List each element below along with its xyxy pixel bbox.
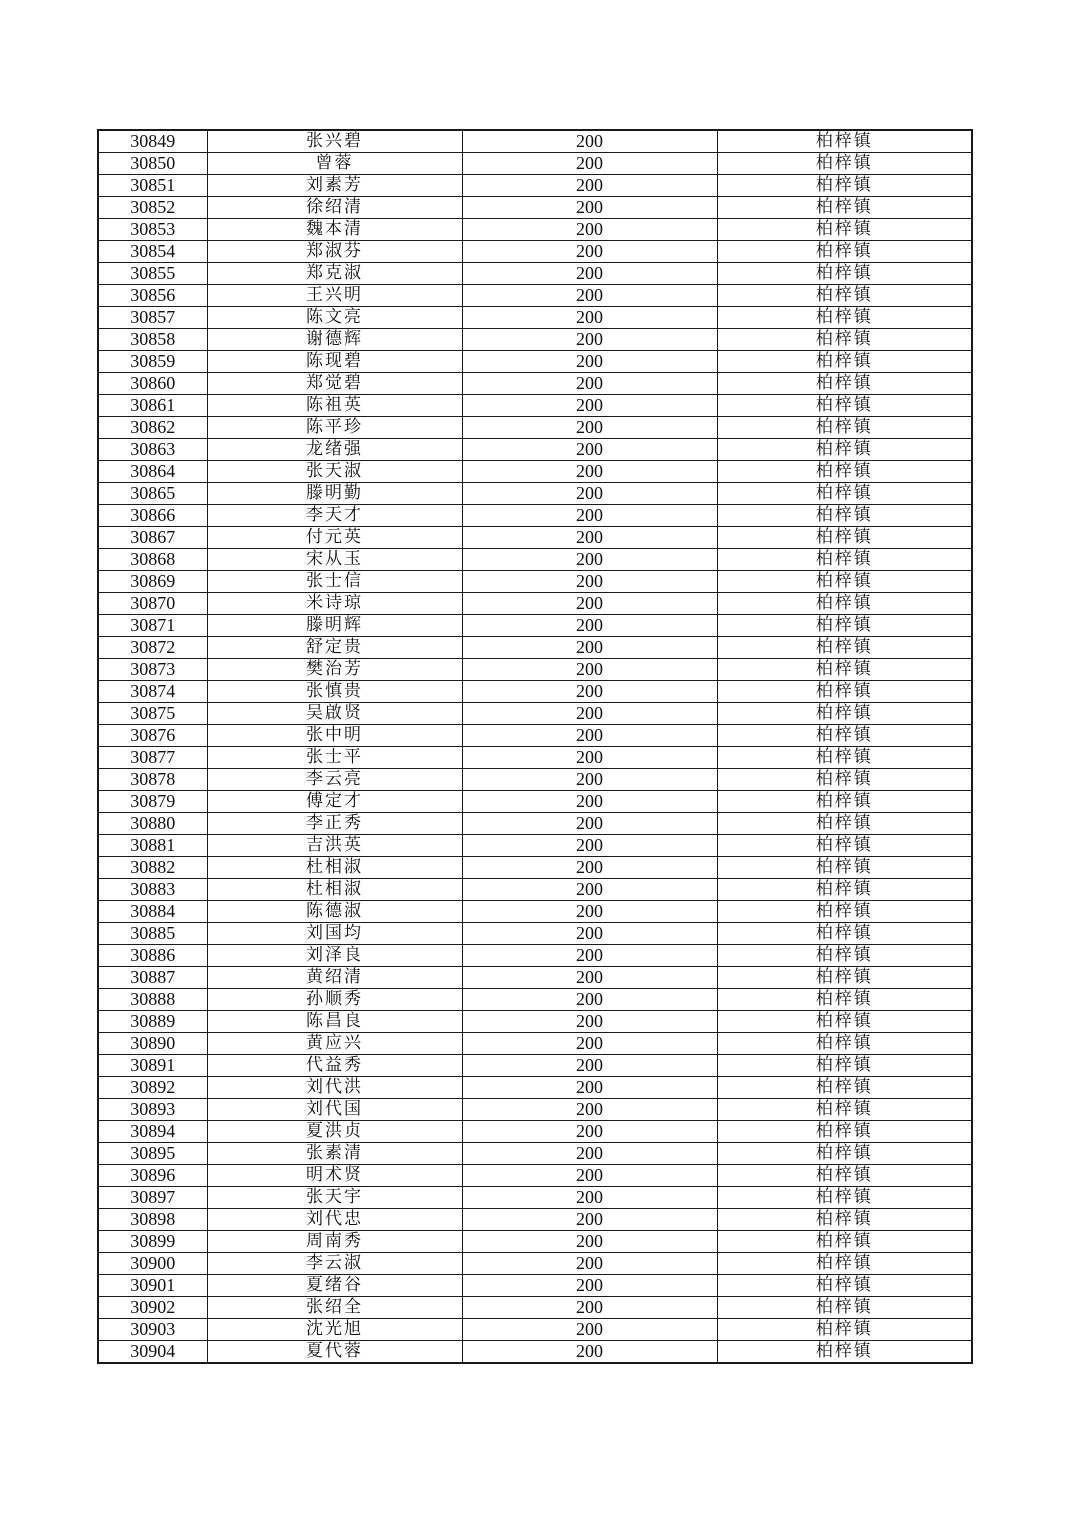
- person-name-cell: 郑觉碧: [207, 373, 462, 395]
- amount-value-cell: 200: [462, 615, 717, 637]
- person-name-cell: 陈文亮: [207, 307, 462, 329]
- row-number-cell: 30863: [98, 439, 207, 461]
- person-name-cell: 刘素芳: [207, 175, 462, 197]
- person-name-cell: 舒定贵: [207, 637, 462, 659]
- town-name-cell: 柏梓镇: [717, 483, 972, 505]
- amount-value-cell: 200: [462, 879, 717, 901]
- table-row: [98, 1077, 972, 1099]
- row-number-cell: 30854: [98, 241, 207, 263]
- town-name-cell: 柏梓镇: [717, 153, 972, 175]
- person-name-cell: 刘代洪: [207, 1077, 462, 1099]
- table-row: [98, 527, 972, 549]
- row-number-cell: 30881: [98, 835, 207, 857]
- amount-value-cell: 200: [462, 241, 717, 263]
- table-row: [98, 1187, 972, 1209]
- person-name-cell: 张慎贵: [207, 681, 462, 703]
- row-number-cell: 30894: [98, 1121, 207, 1143]
- town-name-cell: 柏梓镇: [717, 241, 972, 263]
- row-number-cell: 30860: [98, 373, 207, 395]
- table-row: [98, 791, 972, 813]
- row-number-cell: 30861: [98, 395, 207, 417]
- amount-value-cell: 200: [462, 857, 717, 879]
- town-name-cell: 柏梓镇: [717, 263, 972, 285]
- person-name-cell: 夏绪谷: [207, 1275, 462, 1297]
- town-name-cell: 柏梓镇: [717, 813, 972, 835]
- row-number-cell: 30874: [98, 681, 207, 703]
- person-name-cell: 傅定才: [207, 791, 462, 813]
- person-name-cell: 张素清: [207, 1143, 462, 1165]
- person-name-cell: 杜相淑: [207, 857, 462, 879]
- table-row: [98, 835, 972, 857]
- amount-value-cell: 200: [462, 901, 717, 923]
- table-row: [98, 681, 972, 703]
- town-name-cell: 柏梓镇: [717, 1077, 972, 1099]
- table-row: [98, 1011, 972, 1033]
- row-number-cell: 30885: [98, 923, 207, 945]
- table-row: [98, 197, 972, 219]
- row-number-cell: 30858: [98, 329, 207, 351]
- amount-value-cell: 200: [462, 681, 717, 703]
- town-name-cell: 柏梓镇: [717, 505, 972, 527]
- person-name-cell: 魏本清: [207, 219, 462, 241]
- row-number-cell: 30869: [98, 571, 207, 593]
- amount-value-cell: 200: [462, 1077, 717, 1099]
- amount-value-cell: 200: [462, 813, 717, 835]
- amount-value-cell: 200: [462, 1055, 717, 1077]
- town-name-cell: 柏梓镇: [717, 285, 972, 307]
- town-name-cell: 柏梓镇: [717, 989, 972, 1011]
- row-number-cell: 30884: [98, 901, 207, 923]
- row-number-cell: 30871: [98, 615, 207, 637]
- amount-value-cell: 200: [462, 461, 717, 483]
- town-name-cell: 柏梓镇: [717, 1297, 972, 1319]
- town-name-cell: 柏梓镇: [717, 1253, 972, 1275]
- table-row: [98, 967, 972, 989]
- town-name-cell: 柏梓镇: [717, 1055, 972, 1077]
- table-row: [98, 769, 972, 791]
- person-name-cell: 刘代国: [207, 1099, 462, 1121]
- table-row: [98, 659, 972, 681]
- table-row: [98, 130, 972, 153]
- table-row: [98, 1055, 972, 1077]
- roster-table: [97, 129, 973, 1364]
- person-name-cell: 李云淑: [207, 1253, 462, 1275]
- row-number-cell: 30878: [98, 769, 207, 791]
- row-number-cell: 30877: [98, 747, 207, 769]
- table-row: [98, 725, 972, 747]
- row-number-cell: 30851: [98, 175, 207, 197]
- person-name-cell: 代益秀: [207, 1055, 462, 1077]
- amount-value-cell: 200: [462, 505, 717, 527]
- person-name-cell: 夏洪贞: [207, 1121, 462, 1143]
- row-number-cell: 30893: [98, 1099, 207, 1121]
- table-row: [98, 857, 972, 879]
- person-name-cell: 樊治芳: [207, 659, 462, 681]
- amount-value-cell: 200: [462, 197, 717, 219]
- amount-value-cell: 200: [462, 1011, 717, 1033]
- amount-value-cell: 200: [462, 967, 717, 989]
- table-row: [98, 1319, 972, 1341]
- amount-value-cell: 200: [462, 1099, 717, 1121]
- row-number-cell: 30887: [98, 967, 207, 989]
- row-number-cell: 30898: [98, 1209, 207, 1231]
- row-number-cell: 30902: [98, 1297, 207, 1319]
- table-row: [98, 1275, 972, 1297]
- row-number-cell: 30879: [98, 791, 207, 813]
- town-name-cell: 柏梓镇: [717, 417, 972, 439]
- town-name-cell: 柏梓镇: [717, 747, 972, 769]
- town-name-cell: 柏梓镇: [717, 967, 972, 989]
- row-number-cell: 30855: [98, 263, 207, 285]
- town-name-cell: 柏梓镇: [717, 703, 972, 725]
- row-number-cell: 30896: [98, 1165, 207, 1187]
- person-name-cell: 滕明辉: [207, 615, 462, 637]
- row-number-cell: 30880: [98, 813, 207, 835]
- amount-value-cell: 200: [462, 439, 717, 461]
- amount-value-cell: 200: [462, 483, 717, 505]
- person-name-cell: 沈光旭: [207, 1319, 462, 1341]
- row-number-cell: 30901: [98, 1275, 207, 1297]
- row-number-cell: 30856: [98, 285, 207, 307]
- table-row: [98, 703, 972, 725]
- person-name-cell: 陈昌良: [207, 1011, 462, 1033]
- amount-value-cell: 200: [462, 1165, 717, 1187]
- person-name-cell: 徐绍清: [207, 197, 462, 219]
- table-row: [98, 615, 972, 637]
- town-name-cell: 柏梓镇: [717, 725, 972, 747]
- table-row: [98, 549, 972, 571]
- row-number-cell: 30859: [98, 351, 207, 373]
- person-name-cell: 李正秀: [207, 813, 462, 835]
- person-name-cell: 郑淑芬: [207, 241, 462, 263]
- table-row: [98, 1143, 972, 1165]
- row-number-cell: 30882: [98, 857, 207, 879]
- amount-value-cell: 200: [462, 1121, 717, 1143]
- row-number-cell: 30872: [98, 637, 207, 659]
- person-name-cell: 刘泽良: [207, 945, 462, 967]
- town-name-cell: 柏梓镇: [717, 175, 972, 197]
- table-row: [98, 571, 972, 593]
- person-name-cell: 杜相淑: [207, 879, 462, 901]
- person-name-cell: 孙顺秀: [207, 989, 462, 1011]
- amount-value-cell: 200: [462, 395, 717, 417]
- table-row: [98, 263, 972, 285]
- person-name-cell: 陈祖英: [207, 395, 462, 417]
- amount-value-cell: 200: [462, 285, 717, 307]
- amount-value-cell: 200: [462, 1143, 717, 1165]
- town-name-cell: 柏梓镇: [717, 615, 972, 637]
- table-row: [98, 1341, 972, 1364]
- amount-value-cell: 200: [462, 769, 717, 791]
- person-name-cell: 滕明勤: [207, 483, 462, 505]
- row-number-cell: 30904: [98, 1341, 207, 1364]
- town-name-cell: 柏梓镇: [717, 593, 972, 615]
- table-row: [98, 1231, 972, 1253]
- town-name-cell: 柏梓镇: [717, 461, 972, 483]
- amount-value-cell: 200: [462, 351, 717, 373]
- town-name-cell: 柏梓镇: [717, 373, 972, 395]
- person-name-cell: 陈德淑: [207, 901, 462, 923]
- amount-value-cell: 200: [462, 593, 717, 615]
- amount-value-cell: 200: [462, 219, 717, 241]
- table-row: [98, 373, 972, 395]
- amount-value-cell: 200: [462, 945, 717, 967]
- table-row: [98, 901, 972, 923]
- town-name-cell: 柏梓镇: [717, 901, 972, 923]
- town-name-cell: 柏梓镇: [717, 1231, 972, 1253]
- table-row: [98, 1099, 972, 1121]
- roster-table-body: [98, 130, 972, 1363]
- town-name-cell: 柏梓镇: [717, 1033, 972, 1055]
- town-name-cell: 柏梓镇: [717, 857, 972, 879]
- town-name-cell: 柏梓镇: [717, 945, 972, 967]
- table-row: [98, 1165, 972, 1187]
- table-row: [98, 241, 972, 263]
- person-name-cell: 王兴明: [207, 285, 462, 307]
- town-name-cell: 柏梓镇: [717, 1341, 972, 1364]
- person-name-cell: 谢德辉: [207, 329, 462, 351]
- town-name-cell: 柏梓镇: [717, 1099, 972, 1121]
- row-number-cell: 30889: [98, 1011, 207, 1033]
- table-row: [98, 813, 972, 835]
- town-name-cell: 柏梓镇: [717, 307, 972, 329]
- amount-value-cell: 200: [462, 747, 717, 769]
- town-name-cell: 柏梓镇: [717, 1143, 972, 1165]
- town-name-cell: 柏梓镇: [717, 791, 972, 813]
- amount-value-cell: 200: [462, 725, 717, 747]
- person-name-cell: 张天宇: [207, 1187, 462, 1209]
- town-name-cell: 柏梓镇: [717, 1319, 972, 1341]
- amount-value-cell: 200: [462, 703, 717, 725]
- person-name-cell: 张士信: [207, 571, 462, 593]
- row-number-cell: 30883: [98, 879, 207, 901]
- town-name-cell: 柏梓镇: [717, 835, 972, 857]
- row-number-cell: 30895: [98, 1143, 207, 1165]
- town-name-cell: 柏梓镇: [717, 197, 972, 219]
- row-number-cell: 30867: [98, 527, 207, 549]
- amount-value-cell: 200: [462, 1341, 717, 1364]
- person-name-cell: 李天才: [207, 505, 462, 527]
- town-name-cell: 柏梓镇: [717, 329, 972, 351]
- row-number-cell: 30886: [98, 945, 207, 967]
- table-row: [98, 1209, 972, 1231]
- table-row: [98, 637, 972, 659]
- row-number-cell: 30865: [98, 483, 207, 505]
- town-name-cell: 柏梓镇: [717, 527, 972, 549]
- person-name-cell: 陈平珍: [207, 417, 462, 439]
- town-name-cell: 柏梓镇: [717, 1165, 972, 1187]
- town-name-cell: 柏梓镇: [717, 571, 972, 593]
- amount-value-cell: 200: [462, 1187, 717, 1209]
- table-row: [98, 879, 972, 901]
- row-number-cell: 30870: [98, 593, 207, 615]
- person-name-cell: 刘国均: [207, 923, 462, 945]
- amount-value-cell: 200: [462, 989, 717, 1011]
- amount-value-cell: 200: [462, 1231, 717, 1253]
- person-name-cell: 郑克淑: [207, 263, 462, 285]
- person-name-cell: 龙绪强: [207, 439, 462, 461]
- person-name-cell: 张兴碧: [207, 130, 462, 153]
- table-row: [98, 417, 972, 439]
- town-name-cell: 柏梓镇: [717, 130, 972, 153]
- table-row: [98, 329, 972, 351]
- person-name-cell: 李云亮: [207, 769, 462, 791]
- town-name-cell: 柏梓镇: [717, 1187, 972, 1209]
- town-name-cell: 柏梓镇: [717, 1275, 972, 1297]
- person-name-cell: 刘代忠: [207, 1209, 462, 1231]
- town-name-cell: 柏梓镇: [717, 659, 972, 681]
- table-row: [98, 1253, 972, 1275]
- amount-value-cell: 200: [462, 263, 717, 285]
- person-name-cell: 张中明: [207, 725, 462, 747]
- person-name-cell: 张士平: [207, 747, 462, 769]
- row-number-cell: 30897: [98, 1187, 207, 1209]
- table-row: [98, 439, 972, 461]
- town-name-cell: 柏梓镇: [717, 1209, 972, 1231]
- table-row: [98, 593, 972, 615]
- amount-value-cell: 200: [462, 791, 717, 813]
- person-name-cell: 夏代蓉: [207, 1341, 462, 1364]
- amount-value-cell: 200: [462, 307, 717, 329]
- table-row: [98, 483, 972, 505]
- amount-value-cell: 200: [462, 1033, 717, 1055]
- town-name-cell: 柏梓镇: [717, 549, 972, 571]
- amount-value-cell: 200: [462, 1209, 717, 1231]
- table-row: [98, 747, 972, 769]
- table-row: [98, 1121, 972, 1143]
- amount-value-cell: 200: [462, 835, 717, 857]
- town-name-cell: 柏梓镇: [717, 1121, 972, 1143]
- row-number-cell: 30875: [98, 703, 207, 725]
- person-name-cell: 宋从玉: [207, 549, 462, 571]
- row-number-cell: 30891: [98, 1055, 207, 1077]
- amount-value-cell: 200: [462, 527, 717, 549]
- person-name-cell: 付元英: [207, 527, 462, 549]
- town-name-cell: 柏梓镇: [717, 681, 972, 703]
- amount-value-cell: 200: [462, 153, 717, 175]
- row-number-cell: 30850: [98, 153, 207, 175]
- person-name-cell: 吴啟贤: [207, 703, 462, 725]
- town-name-cell: 柏梓镇: [717, 219, 972, 241]
- row-number-cell: 30903: [98, 1319, 207, 1341]
- town-name-cell: 柏梓镇: [717, 1011, 972, 1033]
- person-name-cell: 黄绍清: [207, 967, 462, 989]
- row-number-cell: 30876: [98, 725, 207, 747]
- table-row: [98, 1033, 972, 1055]
- amount-value-cell: 200: [462, 1253, 717, 1275]
- town-name-cell: 柏梓镇: [717, 923, 972, 945]
- town-name-cell: 柏梓镇: [717, 395, 972, 417]
- person-name-cell: 张绍全: [207, 1297, 462, 1319]
- row-number-cell: 30873: [98, 659, 207, 681]
- table-row: [98, 175, 972, 197]
- town-name-cell: 柏梓镇: [717, 637, 972, 659]
- table-row: [98, 219, 972, 241]
- row-number-cell: 30890: [98, 1033, 207, 1055]
- town-name-cell: 柏梓镇: [717, 879, 972, 901]
- table-row: [98, 923, 972, 945]
- row-number-cell: 30864: [98, 461, 207, 483]
- amount-value-cell: 200: [462, 571, 717, 593]
- person-name-cell: 黄应兴: [207, 1033, 462, 1055]
- person-name-cell: 明术贤: [207, 1165, 462, 1187]
- row-number-cell: 30852: [98, 197, 207, 219]
- table-row: [98, 351, 972, 373]
- amount-value-cell: 200: [462, 923, 717, 945]
- town-name-cell: 柏梓镇: [717, 439, 972, 461]
- person-name-cell: 曾蓉: [207, 153, 462, 175]
- table-row: [98, 505, 972, 527]
- person-name-cell: 米诗琼: [207, 593, 462, 615]
- town-name-cell: 柏梓镇: [717, 769, 972, 791]
- row-number-cell: 30857: [98, 307, 207, 329]
- row-number-cell: 30849: [98, 130, 207, 153]
- row-number-cell: 30868: [98, 549, 207, 571]
- person-name-cell: 周南秀: [207, 1231, 462, 1253]
- table-row: [98, 1297, 972, 1319]
- amount-value-cell: 200: [462, 1275, 717, 1297]
- amount-value-cell: 200: [462, 175, 717, 197]
- person-name-cell: 张天淑: [207, 461, 462, 483]
- row-number-cell: 30853: [98, 219, 207, 241]
- table-row: [98, 307, 972, 329]
- amount-value-cell: 200: [462, 373, 717, 395]
- amount-value-cell: 200: [462, 637, 717, 659]
- amount-value-cell: 200: [462, 130, 717, 153]
- person-name-cell: 吉洪英: [207, 835, 462, 857]
- row-number-cell: 30866: [98, 505, 207, 527]
- table-row: [98, 285, 972, 307]
- row-number-cell: 30892: [98, 1077, 207, 1099]
- table-row: [98, 461, 972, 483]
- amount-value-cell: 200: [462, 1297, 717, 1319]
- row-number-cell: 30888: [98, 989, 207, 1011]
- table-row: [98, 945, 972, 967]
- amount-value-cell: 200: [462, 659, 717, 681]
- amount-value-cell: 200: [462, 549, 717, 571]
- amount-value-cell: 200: [462, 1319, 717, 1341]
- table-row: [98, 989, 972, 1011]
- table-row: [98, 395, 972, 417]
- row-number-cell: 30899: [98, 1231, 207, 1253]
- table-row: [98, 153, 972, 175]
- town-name-cell: 柏梓镇: [717, 351, 972, 373]
- amount-value-cell: 200: [462, 329, 717, 351]
- amount-value-cell: 200: [462, 417, 717, 439]
- row-number-cell: 30900: [98, 1253, 207, 1275]
- person-name-cell: 陈现碧: [207, 351, 462, 373]
- row-number-cell: 30862: [98, 417, 207, 439]
